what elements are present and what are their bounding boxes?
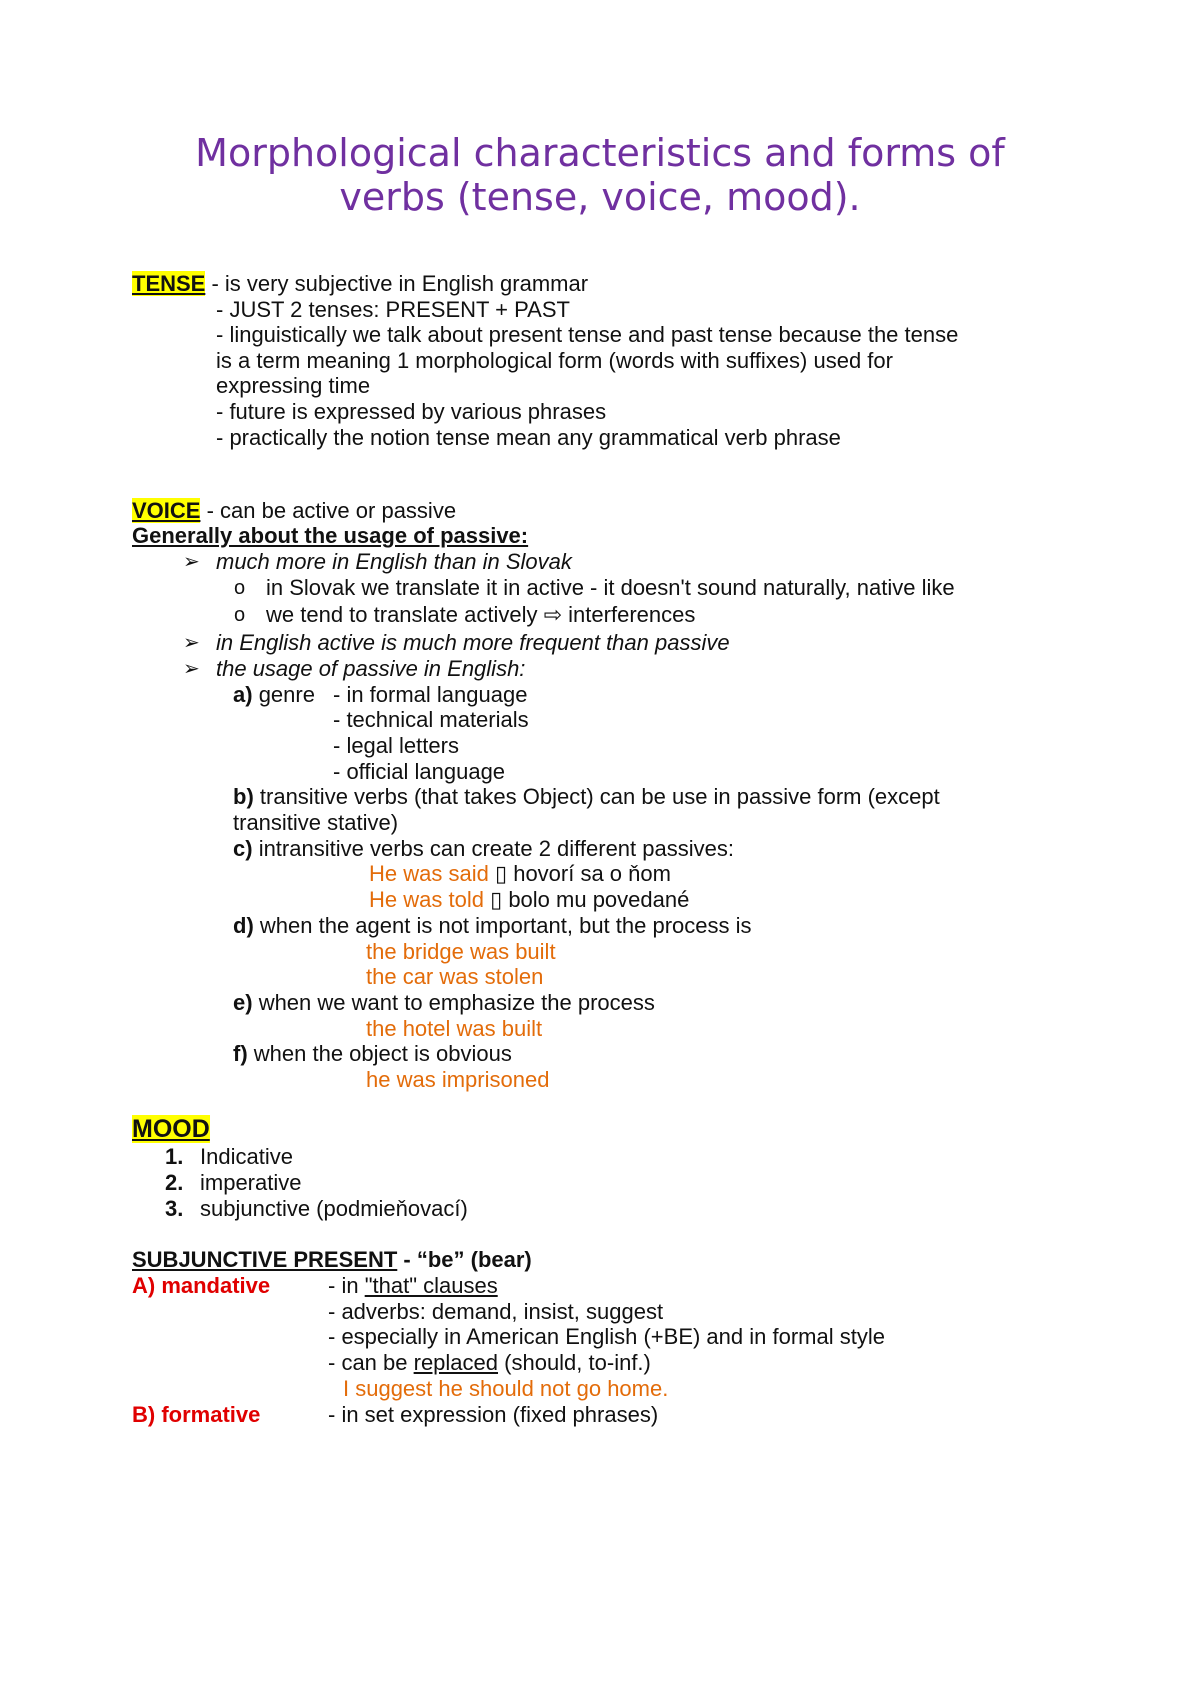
mandative-line: - adverbs: demand, insist, suggest [328, 1299, 664, 1324]
item-c [233, 836, 734, 862]
example-english: He was said [369, 861, 489, 886]
example-english: the hotel was built [366, 1016, 543, 1041]
mandative-label: A) mandative [132, 1273, 271, 1298]
separator-icon: ▯ [490, 887, 503, 912]
voice-subheading: Generally about the usage of passive: [132, 523, 529, 548]
genre-item: - official language [333, 759, 506, 784]
example-line [369, 861, 671, 887]
item-b-text: transitive verbs (that takes Object) can be use in passive form (except [259, 784, 940, 809]
mood-item-number: 3. [165, 1196, 184, 1221]
item-e-label: e) [233, 990, 253, 1015]
tense-line: - linguistically we talk about present tense and past tense because the tense [216, 322, 959, 347]
item-d-text: when the agent is not important, but the process is [259, 913, 752, 938]
item-e-text: when we want to emphasize the process [258, 990, 655, 1015]
mood-heading-line [132, 1114, 210, 1144]
mandative-line: - especially in American English (+BE) and in formal style [328, 1324, 885, 1349]
mandative-line-1-underlined: "that" clauses [364, 1273, 498, 1298]
mood-heading: MOOD [132, 1115, 210, 1143]
page-title-line-1: Morphological characteristics and forms of [195, 131, 1005, 175]
arrow-bullet-icon: ➢ [183, 658, 200, 680]
voice-bullet-3: the usage of passive in English: [216, 656, 526, 681]
sub2-text: we tend to translate actively [266, 602, 538, 627]
mood-item: Indicative [200, 1144, 293, 1169]
circle-bullet-icon: o [234, 604, 246, 626]
item-e [233, 990, 655, 1016]
tense-line: - JUST 2 tenses: PRESENT + PAST [216, 297, 570, 322]
tense-line: - practically the notion tense mean any grammatical verb phrase [216, 425, 841, 450]
voice-heading: VOICE [132, 498, 201, 523]
formative-line: - in set expression (fixed phrases) [328, 1402, 659, 1427]
item-f-text: when the object is obvious [253, 1041, 512, 1066]
mandative-line [328, 1273, 498, 1299]
item-a [233, 682, 315, 708]
example-english: he was imprisoned [366, 1067, 550, 1092]
example-translation: hovorí sa o ňom [513, 861, 671, 886]
tense-line: is a term meaning 1 morphological form (words with suffixes) used for [216, 348, 893, 373]
genre-item: - in formal language [333, 682, 528, 707]
example-english: He was told [369, 887, 484, 912]
tense-first-line: - is very subjective in English grammar [211, 271, 589, 296]
arrow-bullet-icon: ➢ [183, 632, 200, 654]
mandative-line-1-prefix: - in [328, 1273, 359, 1298]
voice-sub-bullet-2 [266, 602, 695, 628]
circle-bullet-icon: o [234, 577, 246, 599]
subjunctive-heading: SUBJUNCTIVE PRESENT [132, 1247, 398, 1272]
example-english: the bridge was built [366, 939, 556, 964]
tense-heading-line [132, 271, 588, 297]
example-translation: bolo mu povedané [508, 887, 690, 912]
item-f [233, 1041, 512, 1067]
item-b [233, 784, 940, 810]
voice-sub-bullet-1: in Slovak we translate it in active - it doesn't sound naturally, native like [266, 575, 955, 600]
right-arrow-icon: ⇨ [543, 602, 563, 627]
item-b-label: b) [233, 784, 254, 809]
mood-item-number: 2. [165, 1170, 184, 1195]
item-c-label: c) [233, 836, 253, 861]
mandative-line-4-suffix: (should, to-inf.) [504, 1350, 651, 1375]
subjunctive-heading-line [132, 1247, 532, 1273]
item-a-label: a) [233, 682, 253, 707]
voice-bullet-1: much more in English than in Slovak [216, 549, 572, 574]
mandative-line [328, 1350, 651, 1376]
item-f-label: f) [233, 1041, 248, 1066]
formative-label: B) formative [132, 1402, 261, 1427]
mood-item-number: 1. [165, 1144, 184, 1169]
item-c-text: intransitive verbs can create 2 different passives: [258, 836, 734, 861]
separator-icon: ▯ [494, 861, 508, 886]
example-english: the car was stolen [366, 964, 544, 989]
voice-first-line: - can be active or passive [206, 498, 457, 523]
tense-heading: TENSE [132, 271, 206, 296]
mandative-example: I suggest he should not go home. [343, 1376, 669, 1401]
page-title-line-2: verbs (tense, voice, mood). [339, 175, 861, 219]
tense-line: expressing time [216, 373, 371, 398]
mood-item: subjunctive (podmieňovací) [200, 1196, 468, 1221]
genre-item: - technical materials [333, 707, 529, 732]
subjunctive-heading-rest: - “be” (bear) [403, 1247, 532, 1272]
voice-heading-line [132, 498, 456, 524]
example-line [369, 887, 689, 913]
arrow-bullet-icon: ➢ [183, 551, 200, 573]
tense-line: - future is expressed by various phrases [216, 399, 607, 424]
item-a-text: genre [258, 682, 315, 707]
item-d-label: d) [233, 913, 254, 938]
genre-item: - legal letters [333, 733, 459, 758]
mandative-line-4-prefix: - can be [328, 1350, 408, 1375]
item-b-continued: transitive stative) [233, 810, 399, 835]
item-d [233, 913, 752, 939]
mood-item: imperative [200, 1170, 302, 1195]
sub2-result: interferences [568, 602, 696, 627]
mandative-line-4-underlined: replaced [413, 1350, 499, 1375]
voice-bullet-2: in English active is much more frequent than passive [216, 630, 730, 655]
